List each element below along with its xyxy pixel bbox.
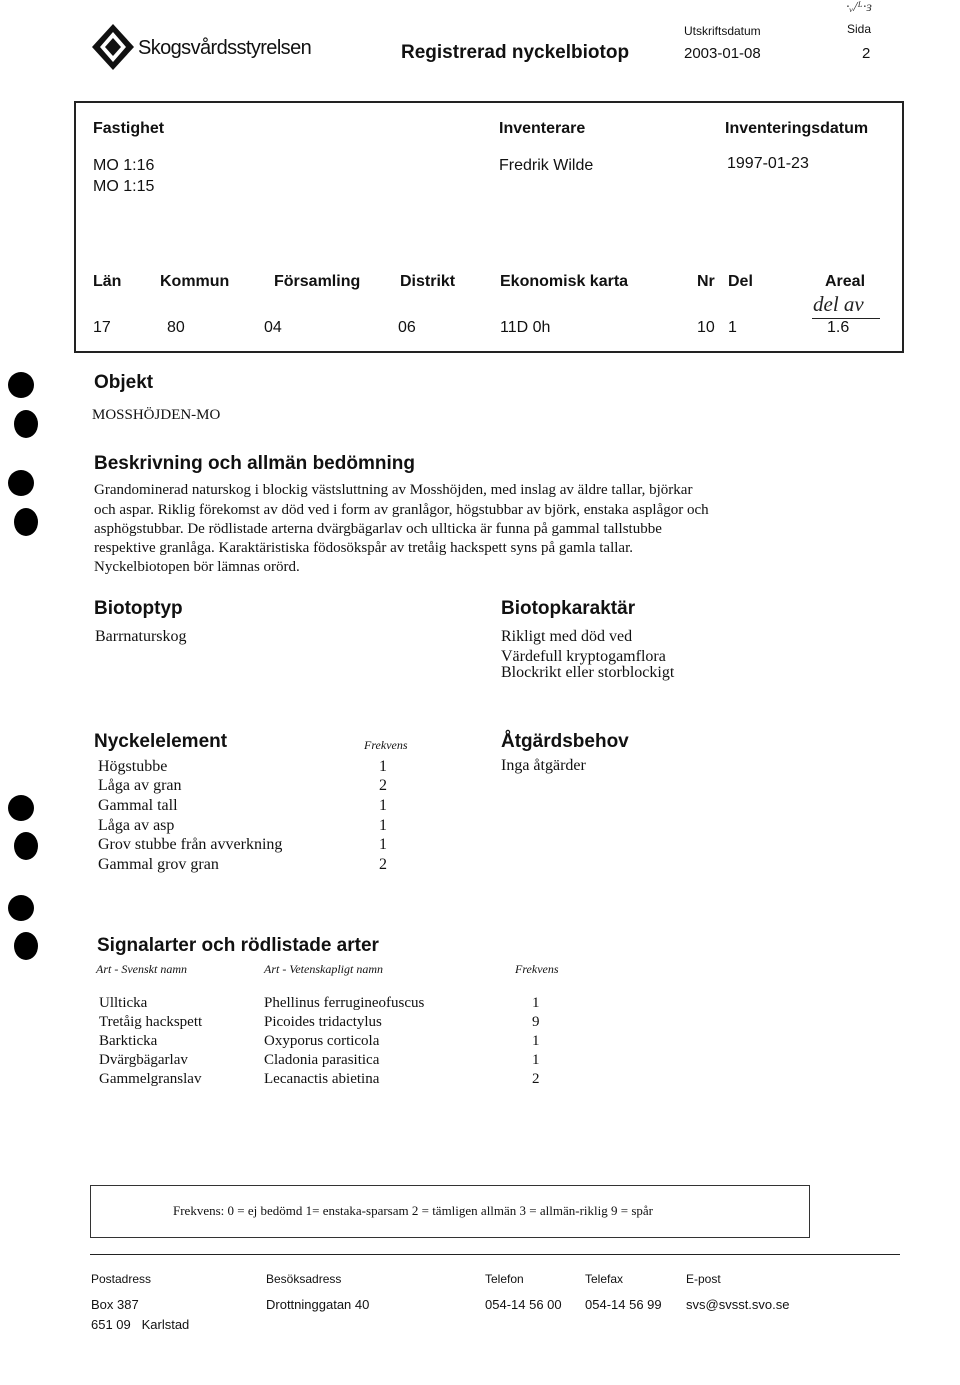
atgardsbehov-heading: Åtgärdsbehov	[501, 731, 629, 752]
nyckelelement-row-name: Grov stubbe från avverkning	[98, 836, 283, 853]
signalart-freq: 9	[532, 1014, 540, 1030]
corner-scribble: ·ᵥ/ᴸ·ɜ	[846, 0, 872, 15]
fastighet-value-2: MO 1:15	[93, 178, 155, 195]
signalart-freq: 1	[532, 1052, 540, 1068]
atgardsbehov-value: Inga åtgärder	[501, 757, 586, 774]
property-box-bottom-border	[74, 351, 904, 353]
signalart-freq: 1	[532, 1033, 540, 1049]
signalart-freq: 1	[532, 995, 540, 1011]
signalart-latin: Cladonia parasitica	[264, 1052, 380, 1068]
beskrivning-line: Nyckelbiotopen bör lämnas orörd.	[94, 559, 300, 575]
kommun-label: Kommun	[160, 273, 230, 290]
nyckelelement-row-name: Högstubbe	[98, 758, 168, 775]
org-name: Skogsvårdsstyrelsen	[138, 37, 312, 59]
ekonomisk-karta-value: 11D 0h	[500, 319, 551, 336]
signalart-freq: 2	[532, 1071, 540, 1087]
signalart-latin: Phellinus ferrugineofuscus	[264, 995, 425, 1011]
signalart-swedish: Gammelgranslav	[99, 1071, 202, 1087]
punch-hole	[14, 832, 38, 860]
signalarter-col-freq: Frekvens	[515, 962, 559, 976]
signalarter-heading: Signalarter och rödlistade arter	[97, 935, 379, 956]
print-date: 2003-01-08	[684, 45, 761, 62]
signalart-latin: Oxyporus corticola	[264, 1033, 380, 1049]
besoksadress-label: Besöksadress	[266, 1272, 342, 1286]
property-box-left-border	[74, 101, 76, 353]
nyckelelement-heading: Nyckelelement	[94, 731, 228, 752]
postadress-label: Postadress	[91, 1272, 152, 1286]
print-date-label: Utskriftsdatum	[684, 24, 761, 38]
biotoptyp-heading: Biotoptyp	[94, 598, 183, 619]
lan-label: Län	[93, 273, 122, 290]
distrikt-label: Distrikt	[400, 273, 456, 290]
legend-underline	[90, 1254, 900, 1255]
legend-text: Frekvens: 0 = ej bedömd 1= enstaka-sparsam 2 = tämligen allmän 3 = allmän-riklig 9 = spår	[173, 1203, 653, 1218]
property-box-right-border	[902, 101, 904, 353]
nyckelelement-row-freq: 1	[379, 758, 387, 775]
epost-value: svs@svsst.svo.se	[686, 1297, 790, 1312]
beskrivning-heading: Beskrivning och allmän bedömning	[94, 453, 415, 474]
kommun-value: 80	[167, 319, 185, 336]
signalart-latin: Picoides tridactylus	[264, 1014, 382, 1030]
objekt-heading: Objekt	[94, 372, 154, 393]
handwritten-note: del av	[813, 292, 864, 316]
punch-hole	[14, 508, 38, 536]
del-label: Del	[728, 273, 753, 290]
forsamling-label: Församling	[274, 273, 361, 290]
nr-value: 10	[697, 319, 715, 336]
punch-hole	[8, 372, 34, 398]
nyckelelement-row-name: Gammal tall	[98, 797, 178, 814]
telefax-value: 054-14 56 99	[585, 1297, 662, 1312]
telefax-label: Telefax	[585, 1272, 624, 1286]
logo-diamond-icon	[90, 22, 136, 72]
nyckelelement-row-freq: 2	[379, 777, 387, 794]
nyckelelement-row-freq: 1	[379, 797, 387, 814]
epost-label: E-post	[686, 1272, 721, 1286]
areal-value: 1.6	[827, 319, 850, 336]
inventeringsdatum-label: Inventeringsdatum	[725, 120, 869, 137]
besoksadress-value: Drottninggatan 40	[266, 1297, 370, 1312]
nyckelelement-row-name: Låga av gran	[98, 777, 182, 794]
forsamling-value: 04	[264, 319, 282, 336]
beskrivning-line: asphögstubbar. De rödlistade arterna dvärgbägarlav och ullticka är funna på gammal tallstubbe	[94, 521, 662, 537]
punch-hole	[8, 895, 34, 921]
inventerare-value: Fredrik Wilde	[499, 157, 594, 174]
ekonomisk-karta-label: Ekonomisk karta	[500, 273, 629, 290]
page-number: 2	[862, 45, 871, 62]
punch-hole	[8, 470, 34, 496]
signalart-swedish: Dvärgbägarlav	[99, 1052, 188, 1068]
distrikt-value: 06	[398, 319, 416, 336]
telefon-label: Telefon	[485, 1272, 524, 1286]
page-label: Sida	[847, 22, 872, 36]
biotopkaraktar-item: Blockrikt eller storblockigt	[501, 664, 675, 681]
fastighet-label: Fastighet	[93, 120, 165, 137]
biotopkaraktar-item: Rikligt med död ved	[501, 628, 633, 645]
beskrivning-line: respektive granlåga. Karaktäristiska födosökspår av tretåig hackspett syns på gamla tallar.	[94, 540, 633, 556]
nyckelelement-row-name: Gammal grov gran	[98, 856, 219, 873]
nyckelelement-row-freq: 2	[379, 856, 387, 873]
nyckelelement-freq-label: Frekvens	[364, 738, 408, 752]
nyckelelement-row-freq: 1	[379, 836, 387, 853]
lan-value: 17	[93, 319, 111, 336]
beskrivning-line: Grandominerad naturskog i blockig västsluttning av Mosshöjden, med inslag av äldre tallar, björkar	[94, 482, 693, 498]
postadress-line: Box 387	[91, 1297, 139, 1312]
signalart-latin: Lecanactis abietina	[264, 1071, 380, 1087]
del-value: 1	[728, 319, 737, 336]
nyckelelement-row-freq: 1	[379, 817, 387, 834]
biotoptyp-value: Barrnaturskog	[95, 628, 187, 645]
property-box-top-border	[74, 101, 904, 103]
signalart-swedish: Tretåig hackspett	[99, 1014, 203, 1030]
punch-hole	[14, 932, 38, 960]
nyckelelement-row-name: Låga av asp	[98, 817, 175, 834]
signalart-swedish: Barkticka	[99, 1033, 158, 1049]
page-title: Registrerad nyckelbiotop	[401, 42, 630, 63]
punch-hole	[14, 410, 38, 438]
beskrivning-line: och aspar. Riklig förekomst av död ved i form av granlågor, högstubbar av björk, enstaka asplågor och	[94, 502, 709, 518]
signalarter-col-latin: Art - Vetenskapligt namn	[264, 962, 383, 976]
biotopkaraktar-heading: Biotopkaraktär	[501, 598, 636, 619]
inventeringsdatum-value: 1997-01-23	[727, 155, 809, 172]
logo	[90, 22, 136, 72]
nr-label: Nr	[697, 273, 715, 290]
biotopkaraktar-item: Värdefull kryptogamflora	[501, 648, 666, 665]
inventerare-label: Inventerare	[499, 120, 586, 137]
punch-hole	[8, 795, 34, 821]
postadress-line: 651 09 Karlstad	[91, 1317, 190, 1332]
signalarter-col-swedish: Art - Svenskt namn	[96, 962, 187, 976]
fastighet-value-1: MO 1:16	[93, 157, 155, 174]
objekt-name: MOSSHÖJDEN-MO	[92, 407, 221, 423]
signalart-swedish: Ullticka	[99, 995, 148, 1011]
areal-label: Areal	[825, 273, 866, 290]
telefon-value: 054-14 56 00	[485, 1297, 562, 1312]
